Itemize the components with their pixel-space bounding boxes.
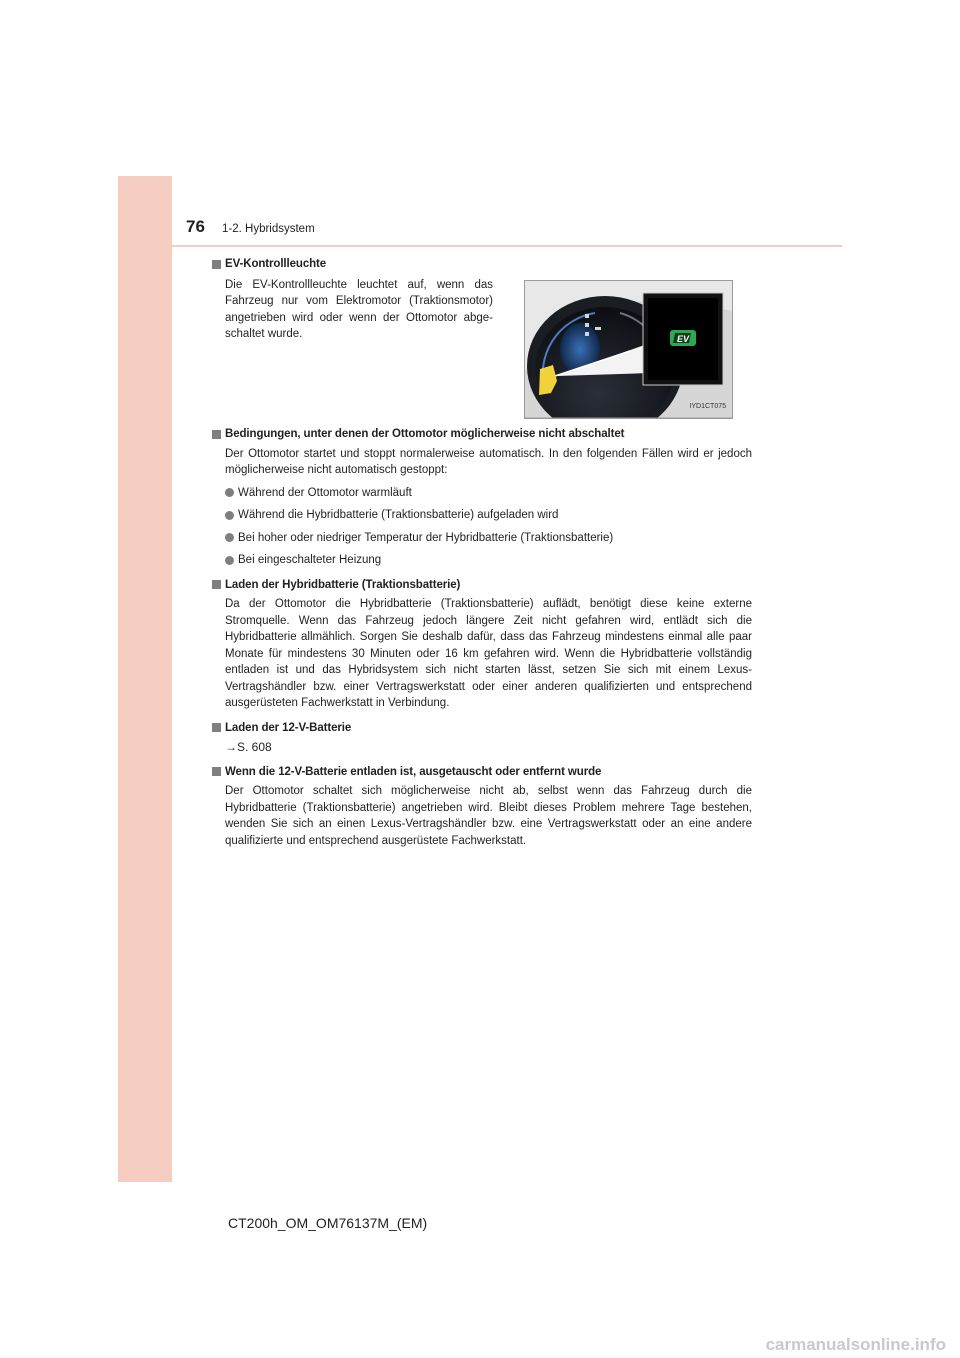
square-bullet-icon bbox=[212, 723, 221, 732]
section-text: Da der Ottomotor die Hybridbatterie (Traktionsbatterie) auflädt, benötigt diese keine externe Stromquelle. Wenn das Fahrzeug jedoch längere Zeit nicht gefahren wird, entlädt sich die Hybridbatterie allmählich. Sorgen Sie deshalb dafür, dass das Fahrzeug mindestens einmal alle paar Monate für mindestens 30 Minuten oder 16 km gefahren wird. Wenn die Hybridbatterie vollständig entladen ist und das Hybridsystem sich nicht starten lässt, setzen Sie sich mit einem Lexus-Vertragshändler bzw. einer Vertragswerkstatt oder einer anderen qualifizierten und entsprechend ausgerüsteten Fachwerkstatt in Verbindung. bbox=[225, 598, 752, 709]
circle-bullet-icon bbox=[225, 488, 234, 497]
page-reference-link[interactable]: →S. 608 bbox=[225, 740, 272, 754]
section-text: Der Ottomotor startet und stoppt normalerweise automatisch. In den folgenden Fällen wird er jedoch möglicherweise nicht automatisch gestoppt: bbox=[225, 447, 752, 476]
square-bullet-icon bbox=[212, 430, 221, 439]
section-heading bbox=[212, 720, 752, 737]
list-item-text: Bei hoher oder niedriger Temperatur der Hybridbatterie (Traktionsbatterie) bbox=[238, 531, 614, 544]
section-conditions bbox=[212, 426, 752, 569]
square-bullet-icon bbox=[212, 767, 221, 776]
section-ev bbox=[212, 256, 752, 418]
chapter-sidebar bbox=[118, 176, 172, 1182]
document-code: CT200h_OM_OM76137M_(EM) bbox=[228, 1215, 428, 1231]
section-battery12 bbox=[212, 720, 752, 756]
list-item-text: Bei eingeschalteter Heizung bbox=[238, 554, 382, 566]
list-item bbox=[225, 552, 752, 569]
section-heading bbox=[212, 577, 752, 594]
instrument-cluster-illustration bbox=[525, 281, 732, 418]
section-charging bbox=[212, 577, 752, 712]
square-bullet-icon bbox=[212, 580, 221, 589]
section-text: Die EV-Kontrollleuchte leuchtet auf, wenn das Fahrzeug nur vom Elektromotor (Traktionsmotor) angetrieben wird oder wenn der Ottomotor abge-schaltet wurde. bbox=[225, 278, 493, 340]
heading-text: Bedingungen, unter denen der Ottomotor möglicherweise nicht abschaltet bbox=[225, 428, 625, 440]
heading-text: Wenn die 12-V-Batterie entladen ist, ausgetauscht oder entfernt wurde bbox=[225, 765, 602, 778]
watermark: carmanualsonline.info bbox=[765, 1335, 946, 1354]
list-item bbox=[225, 507, 752, 524]
page-number: 76 bbox=[186, 217, 205, 236]
section-text: Der Ottomotor schaltet sich möglicherweise nicht ab, selbst wenn das Fahrzeug durch die Hybridbatterie (Traktionsbatterie) angetrieben wird. Bleibt dieses Problem mehrere Tage bestehen, wenden Sie sich an einen Lexus-Vertragshändler bzw. eine Vertragswerkstatt oder an eine andere qualifizierte und entsprechend ausgerüstete Fachwerkstatt. bbox=[225, 785, 752, 847]
section-discharged bbox=[212, 764, 752, 850]
page-content bbox=[212, 256, 752, 849]
heading-text: Laden der 12-V-Batterie bbox=[225, 721, 352, 734]
ev-label: EV bbox=[676, 334, 690, 344]
list-item bbox=[225, 530, 752, 547]
section-title: 1-2. Hybridsystem bbox=[222, 223, 315, 235]
section-heading bbox=[212, 764, 752, 781]
circle-bullet-icon bbox=[225, 533, 234, 542]
figure-code: IYD1CT075 bbox=[689, 402, 726, 410]
heading-text: Laden der Hybridbatterie (Traktionsbatterie) bbox=[225, 578, 461, 591]
list-item-text: Während die Hybridbatterie (Traktionsbatterie) aufgeladen wird bbox=[238, 509, 559, 521]
list-item-text: Während der Ottomotor warmläuft bbox=[238, 486, 412, 499]
heading-text: EV-Kontrollleuchte bbox=[225, 258, 327, 270]
section-heading bbox=[212, 426, 752, 443]
section-heading bbox=[212, 256, 752, 273]
circle-bullet-icon bbox=[225, 556, 234, 565]
square-bullet-icon bbox=[212, 260, 221, 269]
circle-bullet-icon bbox=[225, 511, 234, 520]
header-rule bbox=[172, 245, 842, 247]
list-item bbox=[225, 485, 752, 502]
ev-indicator-figure bbox=[524, 280, 733, 419]
